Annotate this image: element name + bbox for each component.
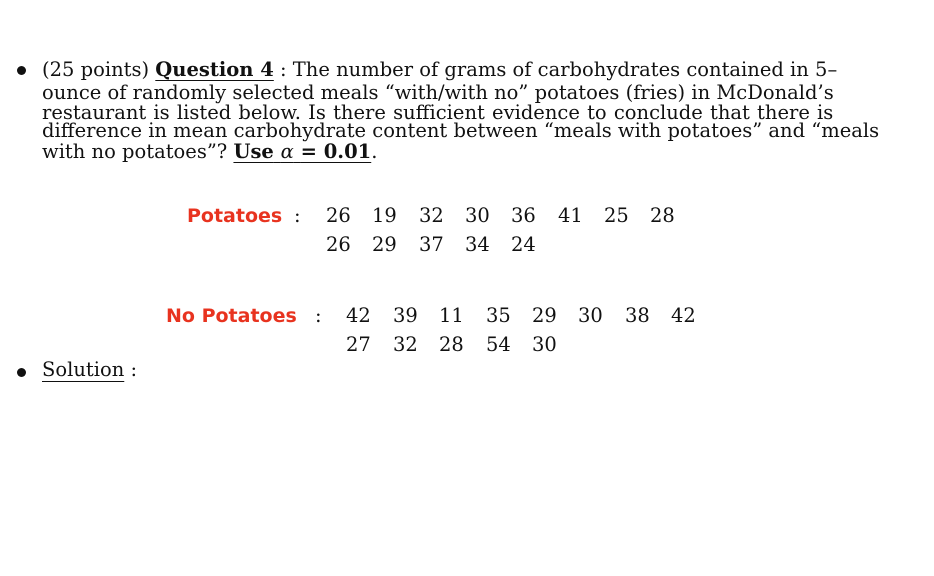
no-potatoes-value: 32: [393, 333, 418, 356]
potatoes-value: 36: [511, 204, 536, 227]
no-potatoes-value: 35: [486, 304, 511, 327]
question-line-5-text: with no potatoes”?: [42, 140, 228, 163]
question-line-3: restaurant is listed below. Is there sufficient evidence to conclude that there is: [42, 101, 834, 124]
no-potatoes-value: 11: [439, 304, 464, 327]
question-colon: :: [273, 58, 293, 81]
question-line-2: ounce of randomly selected meals “with/with no” potatoes (fries) in McDonald’s: [42, 81, 834, 104]
no-potatoes-value: 30: [578, 304, 603, 327]
potatoes-value: 25: [604, 204, 629, 227]
no-potatoes-colon: :: [315, 304, 322, 327]
potatoes-label: Potatoes: [187, 205, 283, 227]
no-potatoes-value: 27: [346, 333, 371, 356]
solution-bullet: [17, 368, 26, 377]
no-potatoes-value: 30: [532, 333, 557, 356]
no-potatoes-value: 54: [486, 333, 511, 356]
potatoes-value: 24: [511, 233, 536, 256]
no-potatoes-value: 39: [393, 304, 418, 327]
potatoes-value: 29: [372, 233, 397, 256]
solution-heading: [42, 358, 137, 381]
solution-label: Solution: [42, 358, 125, 381]
question-bullet: [17, 66, 26, 75]
potatoes-value: 19: [372, 204, 397, 227]
no-potatoes-value: 28: [439, 333, 464, 356]
use-label: Use: [233, 140, 274, 163]
potatoes-value: 37: [419, 233, 444, 256]
question-period: .: [371, 140, 378, 163]
no-potatoes-value: 29: [532, 304, 557, 327]
use-alpha: [233, 140, 371, 163]
solution-colon: :: [130, 358, 138, 381]
question-points: (25 points): [42, 58, 150, 81]
potatoes-colon: :: [294, 204, 301, 227]
potatoes-value: 28: [650, 204, 675, 227]
question-line-1-text: The number of grams of carbohydrates contained in 5–: [292, 58, 838, 81]
question-line-5: [42, 140, 882, 163]
question-text: [42, 58, 882, 163]
potatoes-value: 26: [326, 204, 351, 227]
no-potatoes-value: 42: [671, 304, 696, 327]
potatoes-value: 41: [558, 204, 583, 227]
potatoes-value: 34: [465, 233, 490, 256]
no-potatoes-value: 38: [625, 304, 650, 327]
question-title: Question 4: [155, 58, 274, 81]
alpha-symbol: α: [280, 140, 294, 163]
potatoes-value: 26: [326, 233, 351, 256]
question-line-4: difference in mean carbohydrate content between “meals with potatoes” and “meals: [42, 119, 880, 142]
no-potatoes-label: No Potatoes: [166, 305, 297, 327]
alpha-value: = 0.01: [300, 140, 372, 163]
potatoes-value: 32: [419, 204, 444, 227]
potatoes-value: 30: [465, 204, 490, 227]
no-potatoes-value: 42: [346, 304, 371, 327]
question-line-1: [42, 58, 882, 81]
